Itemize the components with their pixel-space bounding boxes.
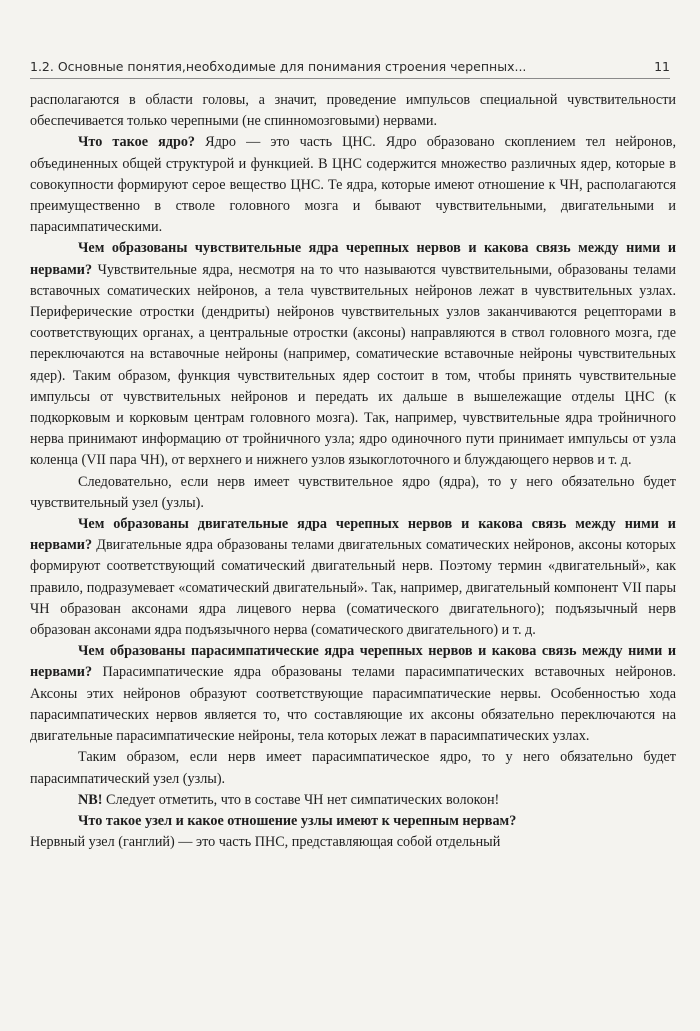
question-heading: Чем образованы чувствительные ядра черепных нервов и какова связь между ними и нервами? <box>30 240 676 278</box>
paragraph-text: располагаются в области головы, а значит, проведение импульсов специальной чувствительности обеспечивается только черепными (не спинномозговыми) нервами. <box>30 92 676 130</box>
chapter-title: 1.2. Основные понятия,необходимые для понимания строения черепных... <box>30 59 527 74</box>
paragraph <box>30 747 676 789</box>
paragraph <box>30 832 676 853</box>
paragraph-text: Таким образом, если нерв имеет парасимпатическое ядро, то у него обязательно будет парасимпатический узел (узлы). <box>30 749 676 787</box>
paragraph-text: Чувствительные ядра, несмотря на то что называются чувствительными, образованы телами вставочных соматических нейронов, а тела чувствительных нейронов лежат в чувствительных узлах. Периферические отростки (дендриты) нейронов чувствительных узлов заканчиваются рецепторами в соответствующих органах, а центральные отростки (аксоны) направляются в ствол головного мозга, где переключаются на вставочные нейроны (например, соматические вставочные нейроны чувствительных ядер). Таким образом, функция чувствительных ядер состоит в том, чтобы принять чувствительные импульсы от чувствительных нейронов и передать их дальше в вышележащие отделы ЦНС (к подкорковым и корковым центрам головного мозга). Так, например, чувствительные ядра тройничного нерва принимают информацию от тройничного узла; ядро одиночного пути принимает импульсы от узла коленца (VII пара ЧН), от верхнего и нижнего узлов языкоглоточного и блуждающего нервов и т. д. <box>30 261 676 469</box>
paragraph-text: Следует отметить, что в составе ЧН нет симпатических волокон! <box>102 791 500 808</box>
paragraph-text: Ядро — это часть ЦНС. Ядро образовано скоплением тел нейронов, объединенных общей структурой и функцией. В ЦНС содержится множество различных ядер, которые в совокупности формируют серое вещество ЦНС. Те ядра, которые имеют отношение к ЧН, располагаются преимущественно в стволе головного мозга и бывают чувствительными, двигательными и парасимпатическими. <box>30 134 676 236</box>
nb-label: NB! <box>78 791 103 808</box>
paragraph-text: Двигательные ядра образованы телами двигательных соматических нейронов, аксоны которых формируют соответствующий соматический двигательный нерв. Поэтому термин «двигательный», как правило, подразумевает «соматический двигательный». Так, например, двигательный компонент VII пары ЧН образован аксонами ядра лицевого нерва (соматического двигательного); подъязычный нерв образован аксонами ядра подъязычного нерва (соматического двигательного) и т. д. <box>30 537 676 639</box>
paragraph <box>30 238 676 471</box>
paragraph <box>30 132 676 238</box>
question-heading: Что такое ядро? <box>78 134 196 151</box>
running-head <box>30 52 670 74</box>
question-heading: Чем образованы двигательные ядра черепных нервов и какова связь между ними и нервами? <box>30 516 676 554</box>
paragraph-text: Нервный узел (ганглий) — это часть ПНС, представляющая собой отдельный <box>30 834 501 851</box>
paragraph <box>30 790 676 811</box>
paragraph <box>30 90 676 132</box>
paragraph <box>30 811 676 832</box>
header-divider <box>30 78 670 79</box>
paragraph <box>30 641 676 747</box>
question-heading: Чем образованы парасимпатические ядра черепных нервов и какова связь между ними и нервами? <box>30 643 676 681</box>
paragraph-text: Парасимпатические ядра образованы телами парасимпатических вставочных нейронов. Аксоны этих нейронов образуют соответствующие парасимпатические нервы. Особенностью хода парасимпатических нервов является то, что составляющие их аксоны обязательно переключаются на двигательные парасимпатические нейроны, тела которых лежат в парасимпатических узлах. <box>30 664 676 745</box>
paragraph <box>30 472 676 514</box>
paragraph <box>30 514 676 641</box>
page-number: 11 <box>654 59 670 74</box>
paragraph-text: Следовательно, если нерв имеет чувствительное ядро (ядра), то у него обязательно будет чувствительный узел (узлы). <box>30 473 676 511</box>
question-heading: Что такое узел и какое отношение узлы имеют к черепным нервам? <box>78 812 517 829</box>
page-body <box>30 90 676 853</box>
